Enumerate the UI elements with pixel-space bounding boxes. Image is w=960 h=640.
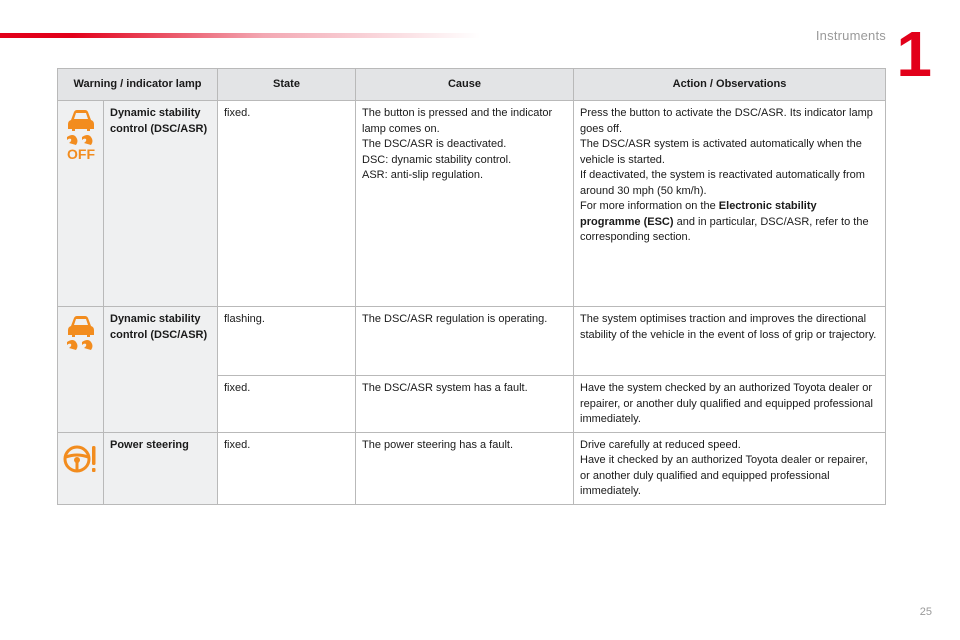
- action-cell: [574, 101, 886, 307]
- action-cell: The system optimises traction and improves the directional stability of the vehicle in the event of loss of grip or trajectory.: [574, 307, 886, 376]
- state-cell: flashing.: [218, 307, 356, 376]
- page-number: 25: [919, 606, 932, 618]
- action-text: and in particular, DSC/ASR, refer to the corresponding section.: [580, 215, 869, 243]
- dsc-off-icon: [58, 109, 103, 161]
- cause-cell: [356, 101, 574, 307]
- lamp-label: Dynamic stability control (DSC/ASR): [104, 101, 218, 307]
- cause-line: DSC: dynamic stability control.: [362, 153, 512, 166]
- action-line: If deactivated, the system is reactivated automatically from around 30 mph (50 km/h).: [580, 169, 865, 197]
- header-accent-bar: [0, 33, 480, 38]
- action-line: Drive carefully at reduced speed.: [580, 438, 741, 451]
- state-cell: fixed.: [218, 376, 356, 433]
- cause-cell: The power steering has a fault.: [356, 432, 574, 504]
- column-header-lamp: Warning / indicator lamp: [58, 69, 218, 101]
- esc-reference: Electronic stability programme (ESC): [580, 200, 817, 228]
- state-cell: fixed.: [218, 101, 356, 307]
- cause-cell: The DSC/ASR regulation is operating.: [356, 307, 574, 376]
- column-header-cause: Cause: [356, 69, 574, 101]
- action-cell: [574, 432, 886, 504]
- action-cell: Have the system checked by an authorized Toyota dealer or repairer, or another duly qualified and equipped professional immediately.: [574, 376, 886, 433]
- lamp-label: Power steering: [104, 432, 218, 504]
- column-header-action: Action / Observations: [574, 69, 886, 101]
- section-title: Instruments: [815, 28, 886, 43]
- cause-line: The DSC/ASR is deactivated.: [362, 138, 507, 150]
- lamp-icon-cell: [58, 307, 104, 433]
- action-line: Press the button to activate the DSC/ASR. Its indicator lamp goes off.: [580, 107, 873, 135]
- table-row: [58, 101, 886, 307]
- chapter-number: 1: [896, 18, 932, 90]
- warning-lamp-table: [57, 68, 886, 505]
- table-row: [58, 432, 886, 504]
- lamp-icon-cell: [58, 432, 104, 504]
- power-steering-warning-icon: [58, 441, 103, 477]
- action-text: For more information on the: [580, 200, 719, 212]
- lamp-icon-cell: [58, 101, 104, 307]
- svg-text:OFF: OFF: [66, 146, 95, 161]
- action-line: The DSC/ASR system is activated automatically when the vehicle is started.: [580, 138, 862, 166]
- state-cell: fixed.: [218, 432, 356, 504]
- column-header-state: State: [218, 69, 356, 101]
- action-line: Have it checked by an authorized Toyota dealer or repairer, or another duly qualified and equipped professional immediately.: [580, 454, 868, 497]
- dsc-skid-icon: [58, 315, 103, 351]
- cause-line: The button is pressed and the indicator lamp comes on.: [362, 107, 553, 135]
- table-row: [58, 307, 886, 376]
- table-header-row: [58, 69, 886, 101]
- cause-cell: The DSC/ASR system has a fault.: [356, 376, 574, 433]
- action-more-info: [580, 199, 879, 246]
- cause-line: ASR: anti-slip regulation.: [362, 169, 484, 181]
- lamp-label: Dynamic stability control (DSC/ASR): [104, 307, 218, 433]
